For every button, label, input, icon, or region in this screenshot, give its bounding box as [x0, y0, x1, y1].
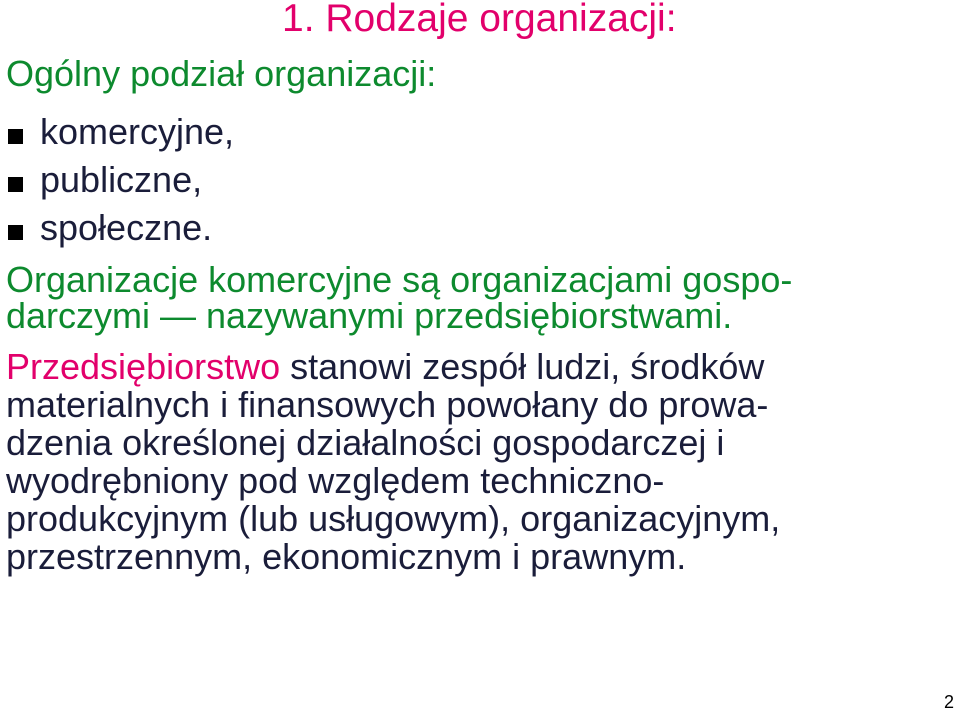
defined-term: Przedsiębiorstwo	[6, 346, 281, 387]
list-item	[8, 108, 234, 156]
list-item-label: publiczne,	[40, 159, 203, 200]
square-bullet-icon	[8, 225, 23, 240]
slide-subtitle: Ogólny podział organizacji:	[6, 53, 437, 94]
square-bullet-icon	[8, 129, 23, 144]
list-item	[8, 156, 234, 204]
definition-paragraph	[6, 348, 956, 576]
definition-text: stanowi zespół ludzi, środków	[280, 346, 765, 387]
definition-line: dzenia określonej działalności gospodarczej i	[6, 422, 725, 463]
page-number: 2	[943, 692, 954, 712]
list-item	[8, 204, 234, 252]
bullet-list	[8, 108, 234, 252]
definition-line: wyodrębniony pod względem techniczno-	[6, 460, 665, 501]
list-item-label: społeczne.	[40, 207, 213, 248]
square-bullet-icon	[8, 177, 23, 192]
definition-line: przestrzennym, ekonomicznym i prawnym.	[6, 536, 687, 577]
intro-paragraph	[6, 259, 956, 336]
definition-line: produkcyjnym (lub usługowym), organizacyjnym,	[6, 498, 781, 539]
list-item-label: komercyjne,	[40, 111, 235, 152]
definition-line	[6, 348, 956, 386]
intro-line: Organizacje komercyjne są organizacjami gospo-	[6, 259, 793, 300]
definition-line: materialnych i finansowych powołany do prowa-	[6, 384, 769, 425]
intro-line: darczymi — nazywanymi przedsiębiorstwami.	[6, 295, 733, 336]
slide-title: 1. Rodzaje organizacji:	[282, 0, 677, 40]
